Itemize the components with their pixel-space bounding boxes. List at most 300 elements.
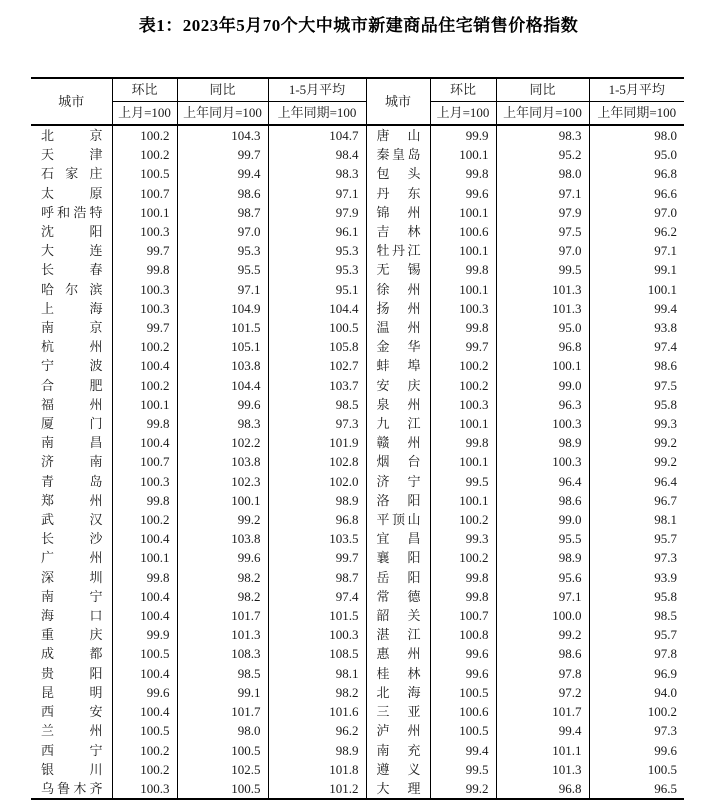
value-cell: 100.1 xyxy=(589,280,684,299)
value-cell: 97.8 xyxy=(496,664,589,683)
city-cell-right: 南充 xyxy=(366,741,430,760)
city-cell-left: 广州 xyxy=(41,550,103,566)
value-cell: 98.2 xyxy=(268,683,366,702)
value-cell: 104.3 xyxy=(177,125,268,145)
value-cell: 103.5 xyxy=(268,529,366,548)
city-cell-left: 郑州 xyxy=(41,492,103,508)
value-cell: 99.0 xyxy=(496,376,589,395)
value-cell: 99.6 xyxy=(177,395,268,414)
city-cell-right: 三亚 xyxy=(366,702,430,721)
value-cell: 98.0 xyxy=(589,125,684,145)
value-cell: 98.3 xyxy=(268,164,366,183)
value-cell: 99.2 xyxy=(496,625,589,644)
city-cell-right: 包头 xyxy=(366,164,430,183)
header-mom-right: 环比 xyxy=(430,78,496,102)
value-cell: 98.9 xyxy=(496,433,589,452)
value-cell: 101.3 xyxy=(496,280,589,299)
value-cell: 103.8 xyxy=(177,529,268,548)
value-cell: 100.7 xyxy=(112,452,177,471)
value-cell: 95.5 xyxy=(177,260,268,279)
table-body xyxy=(31,125,684,799)
value-cell: 101.3 xyxy=(177,625,268,644)
city-cell-right: 烟台 xyxy=(366,452,430,471)
city-cell-right: 惠州 xyxy=(366,644,430,663)
table-row xyxy=(31,414,684,433)
city-cell-left: 杭州 xyxy=(41,339,103,355)
value-cell: 99.2 xyxy=(589,433,684,452)
value-cell: 96.2 xyxy=(589,222,684,241)
value-cell: 100.1 xyxy=(112,395,177,414)
value-cell: 97.1 xyxy=(496,184,589,203)
city-cell-left: 成都 xyxy=(41,646,103,662)
table-row xyxy=(31,145,684,164)
city-cell-right: 蚌埠 xyxy=(366,356,430,375)
value-cell: 104.4 xyxy=(268,299,366,318)
value-cell: 98.1 xyxy=(268,664,366,683)
city-cell-left: 北京 xyxy=(41,128,103,143)
value-cell: 95.3 xyxy=(268,260,366,279)
city-cell-right: 金华 xyxy=(366,337,430,356)
city-cell-left: 西宁 xyxy=(41,742,103,758)
value-cell: 100.7 xyxy=(112,184,177,203)
city-cell-right: 北海 xyxy=(366,683,430,702)
value-cell: 96.9 xyxy=(589,664,684,683)
city-cell-right: 岳阳 xyxy=(366,568,430,587)
value-cell: 97.2 xyxy=(496,683,589,702)
city-cell-left: 哈尔滨 xyxy=(41,281,103,297)
value-cell: 100.3 xyxy=(268,625,366,644)
value-cell: 97.1 xyxy=(589,241,684,260)
value-cell: 99.8 xyxy=(430,587,496,606)
value-cell: 100.2 xyxy=(112,376,177,395)
header-city-right: 城市 xyxy=(366,78,430,125)
city-cell-left: 兰州 xyxy=(41,723,103,739)
value-cell: 97.5 xyxy=(496,222,589,241)
city-cell-right: 济宁 xyxy=(366,472,430,491)
value-cell: 99.7 xyxy=(430,337,496,356)
city-cell-right: 唐山 xyxy=(366,125,430,145)
value-cell: 100.1 xyxy=(112,203,177,222)
city-cell-right: 牡丹江 xyxy=(366,241,430,260)
table-row xyxy=(31,337,684,356)
value-cell: 100.3 xyxy=(430,395,496,414)
value-cell: 100.3 xyxy=(112,299,177,318)
table-row xyxy=(31,760,684,779)
value-cell: 105.1 xyxy=(177,337,268,356)
value-cell: 103.8 xyxy=(177,452,268,471)
value-cell: 99.2 xyxy=(589,452,684,471)
table-row xyxy=(31,241,684,260)
value-cell: 96.8 xyxy=(496,779,589,799)
table-title: 表1：2023年5月70个大中城市新建商品住宅销售价格指数 xyxy=(138,16,579,35)
value-cell: 99.6 xyxy=(430,644,496,663)
value-cell: 104.9 xyxy=(177,299,268,318)
table-row xyxy=(31,529,684,548)
value-cell: 96.4 xyxy=(496,472,589,491)
city-cell-right: 湛江 xyxy=(366,625,430,644)
value-cell: 99.7 xyxy=(112,318,177,337)
value-cell: 100.5 xyxy=(112,164,177,183)
value-cell: 100.4 xyxy=(112,606,177,625)
value-cell: 99.8 xyxy=(430,568,496,587)
value-cell: 95.0 xyxy=(589,145,684,164)
value-cell: 99.4 xyxy=(496,721,589,740)
header-row-top xyxy=(31,78,684,102)
value-cell: 108.3 xyxy=(177,644,268,663)
value-cell: 99.6 xyxy=(589,741,684,760)
value-cell: 96.1 xyxy=(268,222,366,241)
value-cell: 98.6 xyxy=(496,644,589,663)
value-cell: 100.2 xyxy=(112,760,177,779)
city-cell-left: 乌鲁木齐 xyxy=(41,780,103,796)
table-row xyxy=(31,280,684,299)
city-cell-right: 洛阳 xyxy=(366,491,430,510)
city-cell-left: 海口 xyxy=(41,608,103,624)
value-cell: 100.3 xyxy=(112,779,177,799)
table-row xyxy=(31,299,684,318)
value-cell: 98.7 xyxy=(177,203,268,222)
value-cell: 108.5 xyxy=(268,644,366,663)
city-cell-left: 长沙 xyxy=(41,531,103,547)
value-cell: 101.5 xyxy=(268,606,366,625)
table-row xyxy=(31,184,684,203)
value-cell: 100.2 xyxy=(430,376,496,395)
city-cell-left: 济南 xyxy=(41,454,103,470)
value-cell: 99.4 xyxy=(177,164,268,183)
table-row xyxy=(31,606,684,625)
value-cell: 100.2 xyxy=(430,356,496,375)
value-cell: 104.4 xyxy=(177,376,268,395)
value-cell: 97.5 xyxy=(589,376,684,395)
value-cell: 100.1 xyxy=(177,491,268,510)
header-yoy-base-right: 上年同月=100 xyxy=(496,102,589,126)
value-cell: 101.7 xyxy=(177,606,268,625)
table-row xyxy=(31,260,684,279)
header-city-left: 城市 xyxy=(58,93,85,109)
city-cell-left: 南宁 xyxy=(41,588,103,604)
value-cell: 93.9 xyxy=(589,568,684,587)
value-cell: 100.2 xyxy=(112,145,177,164)
value-cell: 101.9 xyxy=(268,433,366,452)
header-avg-left: 1-5月平均 xyxy=(268,78,366,102)
value-cell: 100.0 xyxy=(496,606,589,625)
value-cell: 100.3 xyxy=(430,299,496,318)
value-cell: 96.6 xyxy=(589,184,684,203)
city-cell-left: 呼和浩特 xyxy=(41,204,103,220)
value-cell: 98.1 xyxy=(589,510,684,529)
city-cell-left: 宁波 xyxy=(41,358,103,374)
city-cell-left: 上海 xyxy=(41,300,103,316)
value-cell: 100.6 xyxy=(430,702,496,721)
city-cell-left: 天津 xyxy=(41,147,103,163)
value-cell: 98.7 xyxy=(268,568,366,587)
city-cell-right: 九江 xyxy=(366,414,430,433)
value-cell: 100.4 xyxy=(112,529,177,548)
city-cell-left: 深圳 xyxy=(41,569,103,585)
value-cell: 99.8 xyxy=(430,318,496,337)
value-cell: 100.1 xyxy=(430,491,496,510)
value-cell: 101.2 xyxy=(268,779,366,799)
value-cell: 97.8 xyxy=(589,644,684,663)
header-row-base xyxy=(31,102,684,126)
table-row xyxy=(31,510,684,529)
value-cell: 104.7 xyxy=(268,125,366,145)
value-cell: 97.1 xyxy=(496,587,589,606)
value-cell: 99.1 xyxy=(177,683,268,702)
city-cell-right: 襄阳 xyxy=(366,548,430,567)
city-cell-left: 西安 xyxy=(41,704,103,720)
value-cell: 100.5 xyxy=(589,760,684,779)
value-cell: 99.7 xyxy=(268,548,366,567)
table-header xyxy=(31,78,684,125)
header-avg-base-left: 上年同期=100 xyxy=(268,102,366,126)
value-cell: 102.3 xyxy=(177,472,268,491)
value-cell: 101.7 xyxy=(496,702,589,721)
value-cell: 97.3 xyxy=(589,721,684,740)
table-row xyxy=(31,433,684,452)
value-cell: 100.5 xyxy=(268,318,366,337)
value-cell: 100.1 xyxy=(430,414,496,433)
value-cell: 100.5 xyxy=(177,779,268,799)
value-cell: 99.5 xyxy=(430,760,496,779)
city-cell-left: 青岛 xyxy=(41,473,103,489)
value-cell: 100.2 xyxy=(589,702,684,721)
report-page xyxy=(0,11,717,800)
value-cell: 101.7 xyxy=(177,702,268,721)
value-cell: 99.0 xyxy=(496,510,589,529)
value-cell: 96.3 xyxy=(496,395,589,414)
value-cell: 98.5 xyxy=(589,606,684,625)
value-cell: 98.5 xyxy=(177,664,268,683)
header-mom-left: 环比 xyxy=(112,78,177,102)
value-cell: 97.0 xyxy=(589,203,684,222)
value-cell: 98.5 xyxy=(268,395,366,414)
value-cell: 100.8 xyxy=(430,625,496,644)
value-cell: 97.1 xyxy=(177,280,268,299)
city-cell-right: 平顶山 xyxy=(366,510,430,529)
value-cell: 100.4 xyxy=(112,356,177,375)
value-cell: 98.9 xyxy=(268,741,366,760)
city-cell-left: 大连 xyxy=(41,243,103,259)
value-cell: 100.2 xyxy=(112,741,177,760)
table-row xyxy=(31,222,684,241)
table-row xyxy=(31,644,684,663)
value-cell: 97.9 xyxy=(268,203,366,222)
table-row xyxy=(31,548,684,567)
value-cell: 100.3 xyxy=(112,472,177,491)
city-cell-left: 重庆 xyxy=(41,627,103,643)
value-cell: 99.9 xyxy=(112,625,177,644)
city-cell-right: 宜昌 xyxy=(366,529,430,548)
value-cell: 102.7 xyxy=(268,356,366,375)
value-cell: 98.9 xyxy=(268,491,366,510)
city-cell-left: 石家庄 xyxy=(41,166,103,182)
city-cell-right: 泉州 xyxy=(366,395,430,414)
header-yoy-base-left: 上年同月=100 xyxy=(177,102,268,126)
table-row xyxy=(31,702,684,721)
city-cell-left: 长春 xyxy=(41,262,103,278)
value-cell: 100.4 xyxy=(112,702,177,721)
city-cell-right: 常德 xyxy=(366,587,430,606)
city-cell-left: 福州 xyxy=(41,396,103,412)
value-cell: 99.7 xyxy=(112,241,177,260)
value-cell: 100.1 xyxy=(430,452,496,471)
value-cell: 100.2 xyxy=(430,510,496,529)
value-cell: 99.8 xyxy=(112,414,177,433)
value-cell: 99.6 xyxy=(177,548,268,567)
city-cell-left: 南京 xyxy=(41,320,103,336)
value-cell: 100.1 xyxy=(112,548,177,567)
value-cell: 100.5 xyxy=(177,741,268,760)
value-cell: 102.5 xyxy=(177,760,268,779)
value-cell: 95.5 xyxy=(496,529,589,548)
value-cell: 95.7 xyxy=(589,529,684,548)
header-yoy-right: 同比 xyxy=(496,78,589,102)
value-cell: 100.2 xyxy=(112,510,177,529)
city-cell-left: 贵阳 xyxy=(41,665,103,681)
value-cell: 101.3 xyxy=(496,760,589,779)
city-cell-left: 厦门 xyxy=(41,416,103,432)
table-row xyxy=(31,779,684,799)
value-cell: 95.2 xyxy=(496,145,589,164)
value-cell: 97.3 xyxy=(589,548,684,567)
value-cell: 101.5 xyxy=(177,318,268,337)
city-cell-right: 徐州 xyxy=(366,280,430,299)
city-cell-right: 桂林 xyxy=(366,664,430,683)
price-index-table xyxy=(31,77,684,800)
value-cell: 100.1 xyxy=(430,203,496,222)
value-cell: 98.2 xyxy=(177,568,268,587)
header-mom-base-right: 上月=100 xyxy=(430,102,496,126)
value-cell: 97.1 xyxy=(268,184,366,203)
table-row xyxy=(31,376,684,395)
value-cell: 96.8 xyxy=(268,510,366,529)
city-cell-right: 大理 xyxy=(366,779,430,799)
table-row xyxy=(31,472,684,491)
value-cell: 100.3 xyxy=(496,414,589,433)
value-cell: 105.8 xyxy=(268,337,366,356)
value-cell: 100.6 xyxy=(430,222,496,241)
value-cell: 95.1 xyxy=(268,280,366,299)
value-cell: 100.3 xyxy=(112,222,177,241)
city-cell-right: 遵义 xyxy=(366,760,430,779)
value-cell: 95.8 xyxy=(589,395,684,414)
value-cell: 97.0 xyxy=(177,222,268,241)
value-cell: 101.3 xyxy=(496,299,589,318)
table-row xyxy=(31,203,684,222)
value-cell: 96.2 xyxy=(268,721,366,740)
value-cell: 102.2 xyxy=(177,433,268,452)
city-cell-right: 安庆 xyxy=(366,376,430,395)
value-cell: 100.2 xyxy=(112,337,177,356)
value-cell: 98.9 xyxy=(496,548,589,567)
value-cell: 98.6 xyxy=(589,356,684,375)
value-cell: 100.4 xyxy=(112,433,177,452)
value-cell: 96.7 xyxy=(589,491,684,510)
city-cell-left: 合肥 xyxy=(41,377,103,393)
value-cell: 99.2 xyxy=(177,510,268,529)
header-avg-base-right: 上年同期=100 xyxy=(589,102,684,126)
table-row xyxy=(31,664,684,683)
value-cell: 97.0 xyxy=(496,241,589,260)
value-cell: 99.8 xyxy=(430,433,496,452)
value-cell: 94.0 xyxy=(589,683,684,702)
value-cell: 98.6 xyxy=(177,184,268,203)
value-cell: 99.6 xyxy=(430,664,496,683)
value-cell: 100.1 xyxy=(496,356,589,375)
table-row xyxy=(31,741,684,760)
value-cell: 102.0 xyxy=(268,472,366,491)
value-cell: 98.0 xyxy=(496,164,589,183)
city-cell-right: 秦皇岛 xyxy=(366,145,430,164)
city-cell-left: 南昌 xyxy=(41,435,103,451)
city-cell-left: 沈阳 xyxy=(41,224,103,240)
value-cell: 97.9 xyxy=(496,203,589,222)
value-cell: 97.3 xyxy=(268,414,366,433)
value-cell: 99.8 xyxy=(112,260,177,279)
value-cell: 100.1 xyxy=(430,145,496,164)
city-cell-right: 赣州 xyxy=(366,433,430,452)
value-cell: 103.7 xyxy=(268,376,366,395)
value-cell: 96.8 xyxy=(589,164,684,183)
table-row xyxy=(31,164,684,183)
value-cell: 102.8 xyxy=(268,452,366,471)
value-cell: 99.9 xyxy=(430,125,496,145)
value-cell: 101.1 xyxy=(496,741,589,760)
header-avg-right: 1-5月平均 xyxy=(589,78,684,102)
city-cell-right: 无锡 xyxy=(366,260,430,279)
city-cell-right: 扬州 xyxy=(366,299,430,318)
value-cell: 101.8 xyxy=(268,760,366,779)
value-cell: 99.7 xyxy=(177,145,268,164)
value-cell: 96.8 xyxy=(496,337,589,356)
table-row xyxy=(31,625,684,644)
header-yoy-left: 同比 xyxy=(177,78,268,102)
value-cell: 99.4 xyxy=(430,741,496,760)
value-cell: 99.1 xyxy=(589,260,684,279)
value-cell: 99.6 xyxy=(112,683,177,702)
table-row xyxy=(31,721,684,740)
value-cell: 100.7 xyxy=(430,606,496,625)
table-row xyxy=(31,318,684,337)
value-cell: 103.8 xyxy=(177,356,268,375)
value-cell: 99.8 xyxy=(112,568,177,587)
table-row xyxy=(31,356,684,375)
table-row xyxy=(31,452,684,471)
value-cell: 95.0 xyxy=(496,318,589,337)
value-cell: 100.5 xyxy=(430,683,496,702)
value-cell: 100.4 xyxy=(112,587,177,606)
city-cell-left: 武汉 xyxy=(41,512,103,528)
value-cell: 98.3 xyxy=(496,125,589,145)
city-cell-left: 太原 xyxy=(41,185,103,201)
value-cell: 100.5 xyxy=(112,644,177,663)
value-cell: 99.4 xyxy=(589,299,684,318)
city-cell-right: 温州 xyxy=(366,318,430,337)
value-cell: 95.8 xyxy=(589,587,684,606)
value-cell: 100.1 xyxy=(430,241,496,260)
value-cell: 100.1 xyxy=(430,280,496,299)
value-cell: 98.4 xyxy=(268,145,366,164)
value-cell: 100.5 xyxy=(430,721,496,740)
city-cell-right: 锦州 xyxy=(366,203,430,222)
value-cell: 101.6 xyxy=(268,702,366,721)
value-cell: 98.6 xyxy=(496,491,589,510)
value-cell: 96.5 xyxy=(589,779,684,799)
value-cell: 100.3 xyxy=(496,452,589,471)
value-cell: 100.4 xyxy=(112,664,177,683)
value-cell: 100.5 xyxy=(112,721,177,740)
